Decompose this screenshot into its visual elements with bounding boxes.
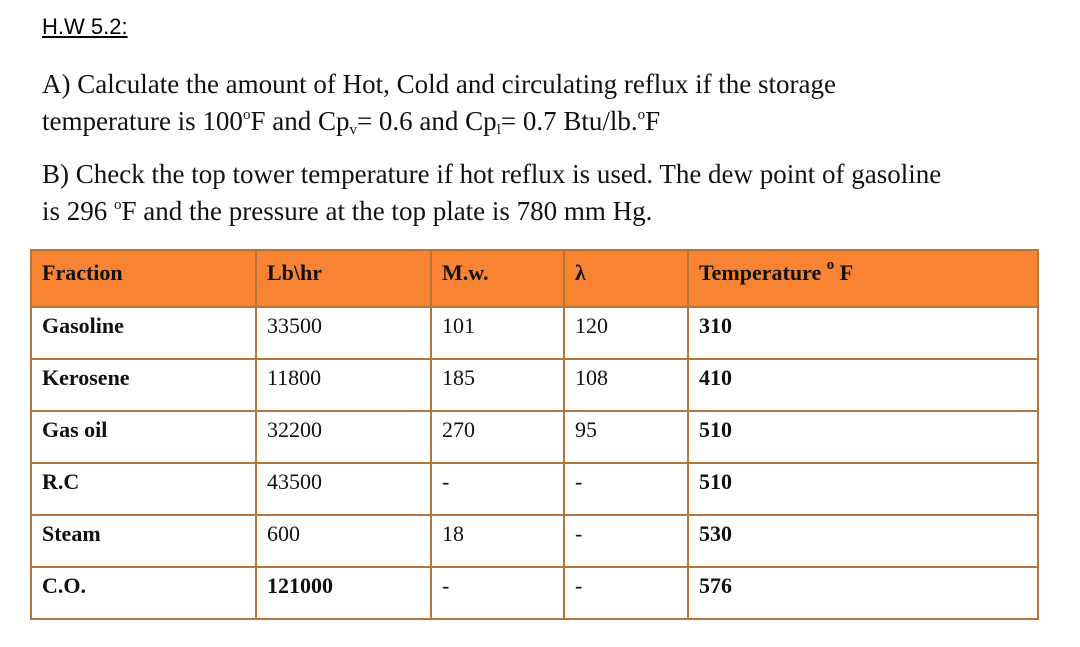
cell-lbhr: 600 xyxy=(256,515,431,567)
header-fraction: Fraction xyxy=(31,250,256,307)
part-a-line2: temperature is 100$^o$F and $Cp_v= 0.6$ and $Cp_l= 0.7$ Btu/lb.$^o$F xyxy=(42,106,661,138)
table-header-row xyxy=(31,250,1038,307)
cell-temp: 576 xyxy=(688,567,1038,619)
cell-lambda: - xyxy=(564,463,688,515)
table-row xyxy=(31,307,1038,359)
fraction-table xyxy=(30,249,1039,620)
header-lambda: λ xyxy=(564,250,688,307)
cell-lbhr: 43500 xyxy=(256,463,431,515)
cell-mw: 185 xyxy=(431,359,564,411)
part-a-line1: A) Calculate the amount of Hot, Cold and circulating reflux if the storage xyxy=(42,69,837,99)
cell-fraction: R.C xyxy=(31,463,256,515)
cell-fraction: Kerosene xyxy=(31,359,256,411)
cell-fraction: Steam xyxy=(31,515,256,567)
part-a-question xyxy=(42,66,1052,140)
cell-temp: 530 xyxy=(688,515,1038,567)
header-lbhr: Lb\hr xyxy=(256,250,431,307)
table-row xyxy=(31,359,1038,411)
cell-lambda: 108 xyxy=(564,359,688,411)
cell-lambda: 95 xyxy=(564,411,688,463)
cell-temp: 510 xyxy=(688,411,1038,463)
cell-fraction: Gasoline xyxy=(31,307,256,359)
table-row xyxy=(31,411,1038,463)
cell-fraction: Gas oil xyxy=(31,411,256,463)
cell-lbhr: 11800 xyxy=(256,359,431,411)
table-row xyxy=(31,515,1038,567)
part-b-line2: is 296 $^o$F and the pressure at the top plate is 780 mm Hg. xyxy=(42,196,653,226)
cell-mw: 18 xyxy=(431,515,564,567)
cell-lambda: - xyxy=(564,515,688,567)
header-mw: M.w. xyxy=(431,250,564,307)
cell-lbhr: 121000 xyxy=(256,567,431,619)
part-b-line1: B) Check the top tower temperature if hot reflux is used. The dew point of gasoline xyxy=(42,159,942,189)
cell-lbhr: 32200 xyxy=(256,411,431,463)
cell-temp: 510 xyxy=(688,463,1038,515)
table-row xyxy=(31,463,1038,515)
cell-mw: 270 xyxy=(431,411,564,463)
cell-mw: - xyxy=(431,463,564,515)
cell-lambda: - xyxy=(564,567,688,619)
cell-lbhr: 33500 xyxy=(256,307,431,359)
part-b-question xyxy=(42,156,1052,230)
homework-heading: H.W 5.2: xyxy=(42,14,128,39)
cell-mw: 101 xyxy=(431,307,564,359)
table-row xyxy=(31,567,1038,619)
cell-temp: 310 xyxy=(688,307,1038,359)
cell-lambda: 120 xyxy=(564,307,688,359)
cell-mw: - xyxy=(431,567,564,619)
cell-fraction: C.O. xyxy=(31,567,256,619)
header-temperature: Temperature $^o$ F xyxy=(688,250,1038,307)
cell-temp: 410 xyxy=(688,359,1038,411)
